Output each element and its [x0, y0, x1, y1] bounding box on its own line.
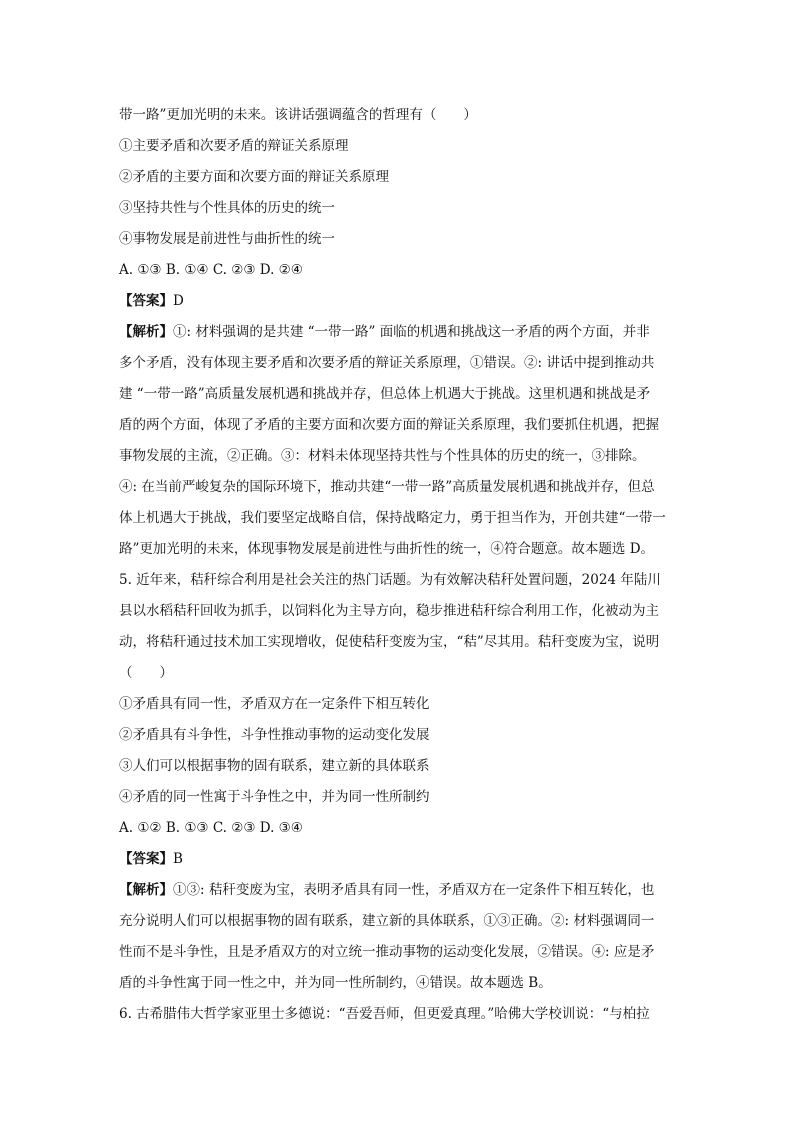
q4-analysis-line-5: 事物发展的主流，②正确。③：材料未体现坚持共性与个性具体的历史的统一，③排除。 [119, 448, 646, 464]
q5-option-3: ③人们可以根据事物的固有联系，建立新的具体联系 [119, 758, 430, 774]
q4-analysis-line-8: 路”更加光明的未来，体现事物发展是前进性与曲折性的统一，④符合题意。故本题选 D。 [119, 541, 655, 557]
q4-analysis-text-1: ①: 材料强调的是共建 “一带一路” 面临的机遇和挑战这一矛盾的两个方面，并非 [173, 324, 650, 340]
q4-analysis-line-7: 体上机遇大于挑战，我们要坚定战略自信，保持战略定力，勇于担当作为，开创共建“一带一 [119, 510, 666, 526]
q4-option-3: ③坚持共性与个性具体的历史的统一 [119, 200, 335, 216]
document-page [119, 100, 679, 1030]
q5-answer [119, 844, 679, 875]
q5-analysis-text-1: ①③: 秸秆变废为宝，表明矛盾具有同一性，矛盾双方在一定条件下相互转化，也 [173, 882, 655, 898]
q5-option-2: ②矛盾具有斗争性，斗争性推动事物的运动变化发展 [119, 727, 430, 743]
q4-analysis-line-1 [119, 317, 679, 348]
q5-analysis-line-4: 盾的斗争性寓于同一性之中，并为同一性所制约，④错误。故本题选 B。 [119, 975, 552, 991]
q5-analysis-label: 【解析】 [119, 882, 173, 898]
q5-stem-line-3: 动，将秸秆通过技术加工实现增收，促使秸秆变废为宝，“秸”尽其用。秸秆变废为宝，说明 [119, 634, 660, 650]
q5-analysis [119, 875, 679, 999]
q4-answer-value: D [173, 293, 184, 309]
q5-choices: A. ①② B. ①③ C. ②③ D. ③④ [119, 820, 303, 836]
q5-stem-line-2: 县以水稻秸秆回收为抓手，以饲料化为主导方向，稳步推进秸秆综合利用工作，化被动为主 [119, 603, 659, 619]
q6-stem: 6. 古希腊伟大哲学家亚里士多德说：“吾爱吾师，但更爱真理。”哈佛大学校训说：“与柏拉 [119, 1006, 650, 1022]
q5-stem-line-4: （ ） [119, 665, 173, 681]
q4-analysis-line-2: 多个矛盾，没有体现主要矛盾和次要矛盾的辩证关系原理，①错误。②: 讲话中提到推动共 [119, 355, 655, 371]
q5-answer-label: 【答案】 [119, 851, 173, 867]
q4-analysis-label: 【解析】 [119, 324, 173, 340]
q4-choices: A. ①③ B. ①④ C. ②③ D. ②④ [119, 262, 303, 278]
q4-analysis-line-4: 盾的两个方面，体现了矛盾的主要方面和次要方面的辩证关系原理，我们要抓住机遇，把握 [119, 417, 659, 433]
q4-stem: 带一路”更加光明的未来。该讲话强调蕴含的哲理有（ ） [119, 107, 477, 123]
q4-analysis-line-3: 建 “一带一路”高质量发展机遇和挑战并存，但总体上机遇大于挑战。这里机遇和挑战是矛 [119, 386, 651, 402]
q4-option-1: ①主要矛盾和次要矛盾的辩证关系原理 [119, 138, 349, 154]
q5-option-1: ①矛盾具有同一性，矛盾双方在一定条件下相互转化 [119, 696, 430, 712]
q4-option-4: ④事物发展是前进性与曲折性的统一 [119, 231, 335, 247]
q4-analysis-line-6: ④: 在当前严峻复杂的国际环境下，推动共建“一带一路”高质量发展机遇和挑战并存，但总 [119, 479, 655, 495]
q5-option-4: ④矛盾的同一性寓于斗争性之中，并为同一性所制约 [119, 789, 430, 805]
q4-analysis [119, 317, 679, 565]
q4-option-2: ②矛盾的主要方面和次要方面的辩证关系原理 [119, 169, 389, 185]
q5-analysis-line-1 [119, 875, 679, 906]
q4-answer [119, 286, 679, 317]
q4-answer-label: 【答案】 [119, 293, 173, 309]
q5-analysis-line-2: 充分说明人们可以根据事物的固有联系，建立新的具体联系，①③正确。②: 材料强调同一 [119, 913, 655, 929]
q5-analysis-line-3: 性而不是斗争性，且是矛盾双方的对立统一推动事物的运动变化发展，②错误。④: 应是矛 [119, 944, 655, 960]
q5-stem [119, 565, 679, 689]
q5-answer-value: B [173, 851, 183, 867]
q5-stem-line-1: 5. 近年来，秸秆综合利用是社会关注的热门话题。为有效解决秸秆处置问题，2024 年陆川 [119, 572, 661, 588]
